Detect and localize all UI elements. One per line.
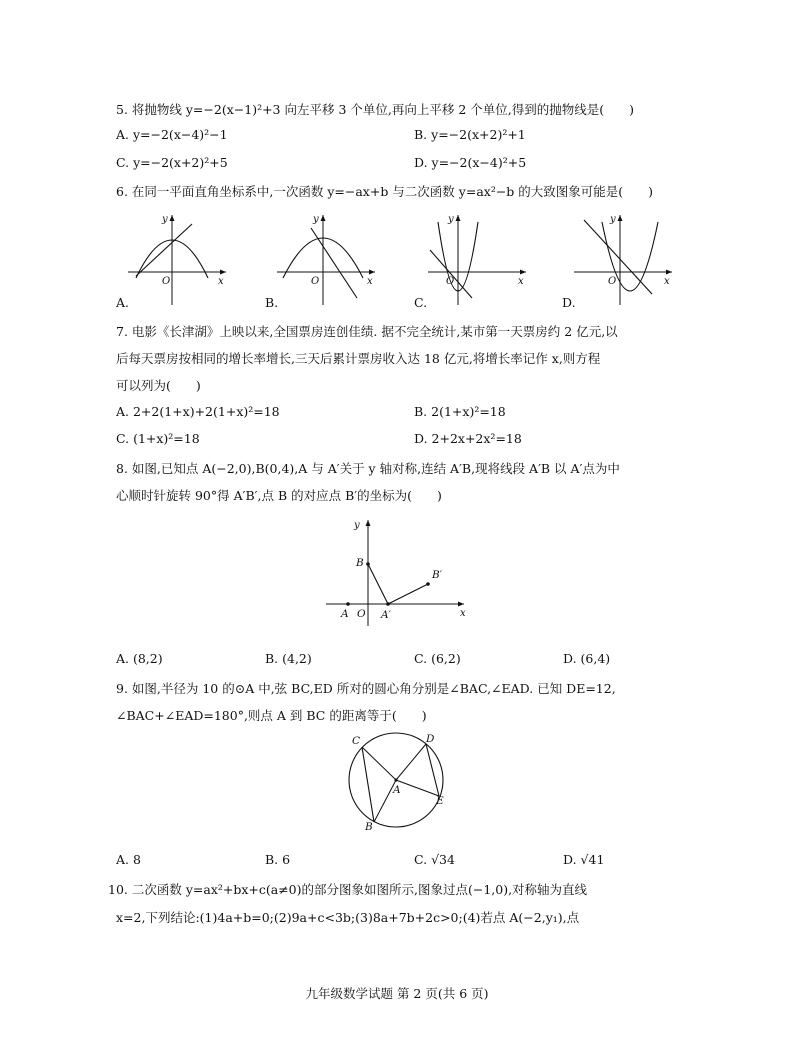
q6-graph-d-x-label: x [664, 276, 670, 287]
q5-stem: 5. 将抛物线 y=−2(x−1)²+3 向左平移 3 个单位,再向上平移 2 个单位,得到的抛物线是( ) [116, 102, 634, 117]
q9-figure-b-label: B [365, 821, 373, 833]
q10-stem-line1: 10. 二次函数 y=ax²+bx+c(a≠0)的部分图象如图所示,图象过点(−1,0),对称轴为直线 [108, 882, 588, 897]
q6-graph-c [414, 210, 534, 310]
q8-option-b: B. (4,2) [265, 651, 312, 666]
q9-option-a: A. 8 [116, 852, 141, 867]
q8-figure-y-label: y [354, 520, 360, 531]
q8-figure-origin-label: O [357, 608, 366, 620]
q6-graph-b-x-label: x [367, 276, 373, 287]
q9-figure-d-label: D [426, 733, 435, 745]
q7-stem-line3: 可以列为( ) [116, 378, 201, 393]
q9-option-b: B. 6 [265, 852, 291, 867]
q6-graph-a-x-label: x [218, 276, 224, 287]
q6-graph-c-origin: O [446, 276, 455, 287]
q8-figure-a-label: A [341, 608, 349, 620]
q5-option-a: A. y=−2(x−4)²−1 [116, 127, 228, 142]
q5-option-b: B. y=−2(x+2)²+1 [414, 127, 526, 142]
q7-option-d: D. 2+2x+2x²=18 [414, 431, 522, 446]
q5-option-d: D. y=−2(x−4)²+5 [414, 155, 527, 170]
q6-graph-c-x-label: x [518, 276, 524, 287]
q6-graph-b-label: B. [265, 295, 279, 310]
q5-option-c: C. y=−2(x+2)²+5 [116, 155, 228, 170]
q7-stem-line2: 后每天票房按相同的增长率增长,三天后累计票房收入达 18 亿元,将增长率记作 x,则方程 [116, 351, 601, 366]
q6-graph-c-label: C. [414, 295, 428, 310]
q9-stem-line2: ∠BAC+∠EAD=180°,则点 A 到 BC 的距离等于( ) [116, 708, 427, 723]
q8-stem-line1: 8. 如图,已知点 A(−2,0),B(0,4),A 与 A′关于 y 轴对称,连结 A′B,现将线段 A′B 以 A′点为中 [116, 461, 620, 476]
q7-option-b: B. 2(1+x)²=18 [414, 404, 506, 419]
q8-figure-b-prime-label: B′ [432, 569, 443, 581]
q8-option-d: D. (6,4) [563, 651, 611, 666]
q8-figure-a-prime-label: A′ [381, 609, 391, 621]
q7-option-a: A. 2+2(1+x)+2(1+x)²=18 [116, 404, 280, 419]
q9-stem-line1: 9. 如图,半径为 10 的⊙A 中,弦 BC,ED 所对的圆心角分别是∠BAC,∠EAD. 已知 DE=12, [116, 681, 616, 696]
page-footer: 九年级数学试题 第 2 页(共 6 页) [305, 986, 489, 1001]
q7-option-c: C. (1+x)²=18 [116, 431, 200, 446]
q9-figure-c-label: C [352, 735, 361, 747]
q8-option-c: C. (6,2) [414, 651, 461, 666]
q9-option-d: D. √41 [563, 852, 605, 867]
q6-graph-b [265, 210, 385, 310]
q6-graph-c-y-label: y [448, 214, 454, 225]
q6-graph-d-origin: O [608, 276, 617, 287]
q8-figure [324, 514, 474, 629]
q6-stem: 6. 在同一平面直角坐标系中,一次函数 y=−ax+b 与二次函数 y=ax²−b 的大致图象可能是( ) [116, 184, 654, 199]
q9-figure-a-label: A [393, 784, 401, 796]
q8-option-a: A. (8,2) [116, 651, 163, 666]
q6-graph-a [116, 210, 236, 310]
q6-graph-a-label: A. [116, 295, 130, 310]
q9-figure [318, 730, 458, 840]
q6-graph-b-y-label: y [313, 214, 319, 225]
q9-figure-e-label: E [436, 795, 444, 807]
q6-graph-a-y-label: y [162, 214, 168, 225]
q7-stem-line1: 7. 电影《长津湖》上映以来,全国票房连创佳绩. 据不完全统计,某市第一天票房约 2 亿元,以 [116, 324, 618, 339]
q6-graph-d [562, 210, 682, 310]
q8-figure-b-label: B [356, 557, 364, 569]
q8-figure-x-label: x [460, 608, 466, 619]
q6-graph-d-label: D. [562, 295, 576, 310]
q6-graph-b-origin: O [311, 276, 320, 287]
q9-option-c: C. √34 [414, 852, 455, 867]
q6-graph-d-y-label: y [610, 214, 616, 225]
q10-stem-line2: x=2,下列结论:(1)4a+b=0;(2)9a+c<3b;(3)8a+7b+2c>0;(4)若点 A(−2,y₁),点 [116, 910, 580, 925]
q8-stem-line2: 心顺时针旋转 90°得 A′B′,点 B 的对应点 B′的坐标为( ) [116, 488, 442, 503]
q6-graph-a-origin: O [162, 276, 171, 287]
